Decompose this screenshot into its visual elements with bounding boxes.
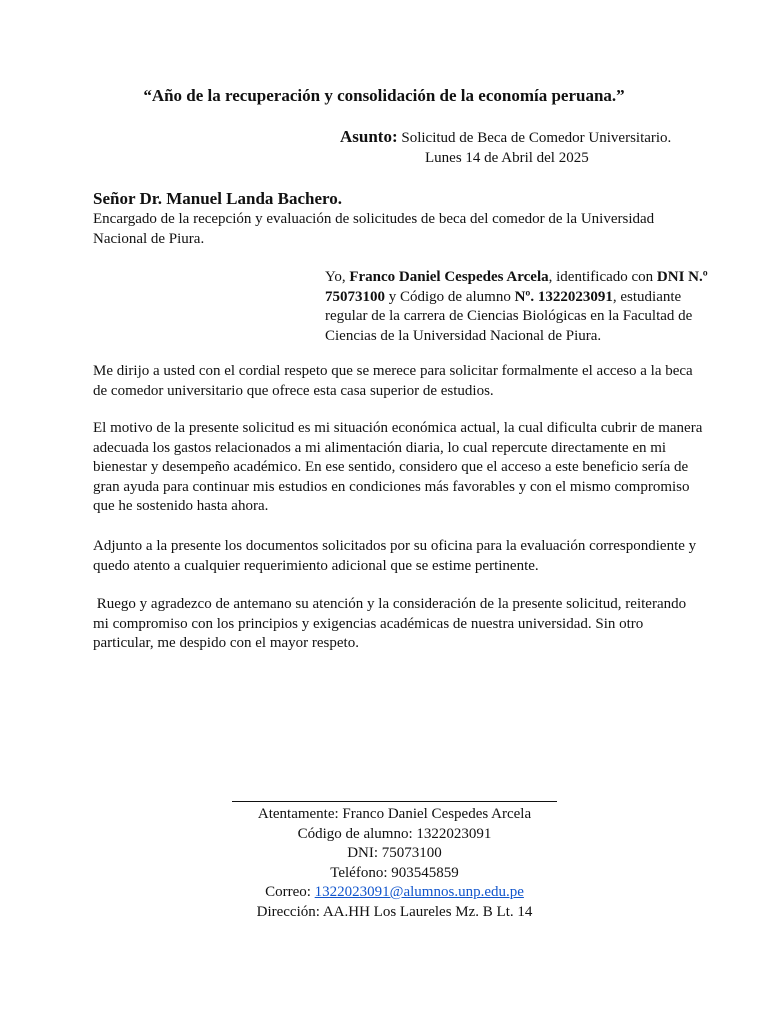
signature-block [232,805,557,922]
signature-dni: DNI: 75073100 [347,845,442,861]
recipient-name: Señor Dr. Manuel Landa Bachero. [93,189,343,208]
letter-date: Lunes 14 de Abril del 2025 [425,150,589,166]
signature-name: Atentamente: Franco Daniel Cespedes Arcela [257,806,532,822]
intro-text-2: , identificado con [548,269,657,285]
signature-line [232,801,557,802]
signature-phone: Teléfono: 903545859 [330,864,459,881]
intro-text-4: , estudiante regular de la carrera de Ciencias Biológicas en la Facultad de Ciencias de la Universidad Nacional de Piura. [325,288,693,344]
applicant-intro [325,268,710,346]
applicant-code: Nº. 1322023091 [514,288,613,305]
intro-text-1: Yo, [325,269,350,285]
year-motto: “Año de la recuperación y consolidación de la economía peruana.” [143,86,625,105]
subject-label: Asunto: [340,127,398,146]
email-label: Correo: [265,884,315,900]
signature-code: Código de alumno: 1322023091 [297,825,492,842]
email-link[interactable]: 1322023091@alumnos.unp.edu.pe [314,884,524,900]
signature-address: Dirección: AA.HH Los Laureles Mz. B Lt. 14 [256,903,533,920]
applicant-dni: DNI N.º 75073100 [325,269,708,305]
body-paragraph: Adjunto a la presente los documentos solicitados por su oficina para la evaluación correspondiente y quedo atento a cualquier requerimiento adicional que se estime pertinente. [93,538,697,574]
body-paragraph: El motivo de la presente solicitud es mi situación económica actual, la cual dificulta cubrir de manera adecuada los gastos relacionados a mi alimentación diaria, lo cual repercute directamente en mi bienestar y desempeño académico. En ese sentido, considero que el acceso a este beneficio sería de gran ayuda para continuar mis estudios en condiciones más favorables y con el mismo compromiso que he sostenido hasta ahora. [93,420,703,514]
subject-line [340,127,671,147]
intro-text-3: y Código de alumno [385,288,515,305]
subject-text: Solicitud de Beca de Comedor Universitario. [397,130,672,146]
applicant-name: Franco Daniel Cespedes Arcela [349,269,549,285]
body-paragraph: Ruego y agradezco de antemano su atención y la consideración de la presente solicitud, reiterando mi compromiso con los principios y exigencias académicas de nuestra universidad. Sin otro particular, me despido con el mayor respeto. [93,596,690,651]
signature-email-row [232,883,557,903]
recipient-role: Encargado de la recepción y evaluación de solicitudes de beca del comedor de la Universidad Nacional de Piura. [93,211,655,247]
body-paragraph: Me dirijo a usted con el cordial respeto que se merece para solicitar formalmente el acceso a la beca de comedor universitario que ofrece esta casa superior de estudios. [93,363,693,399]
